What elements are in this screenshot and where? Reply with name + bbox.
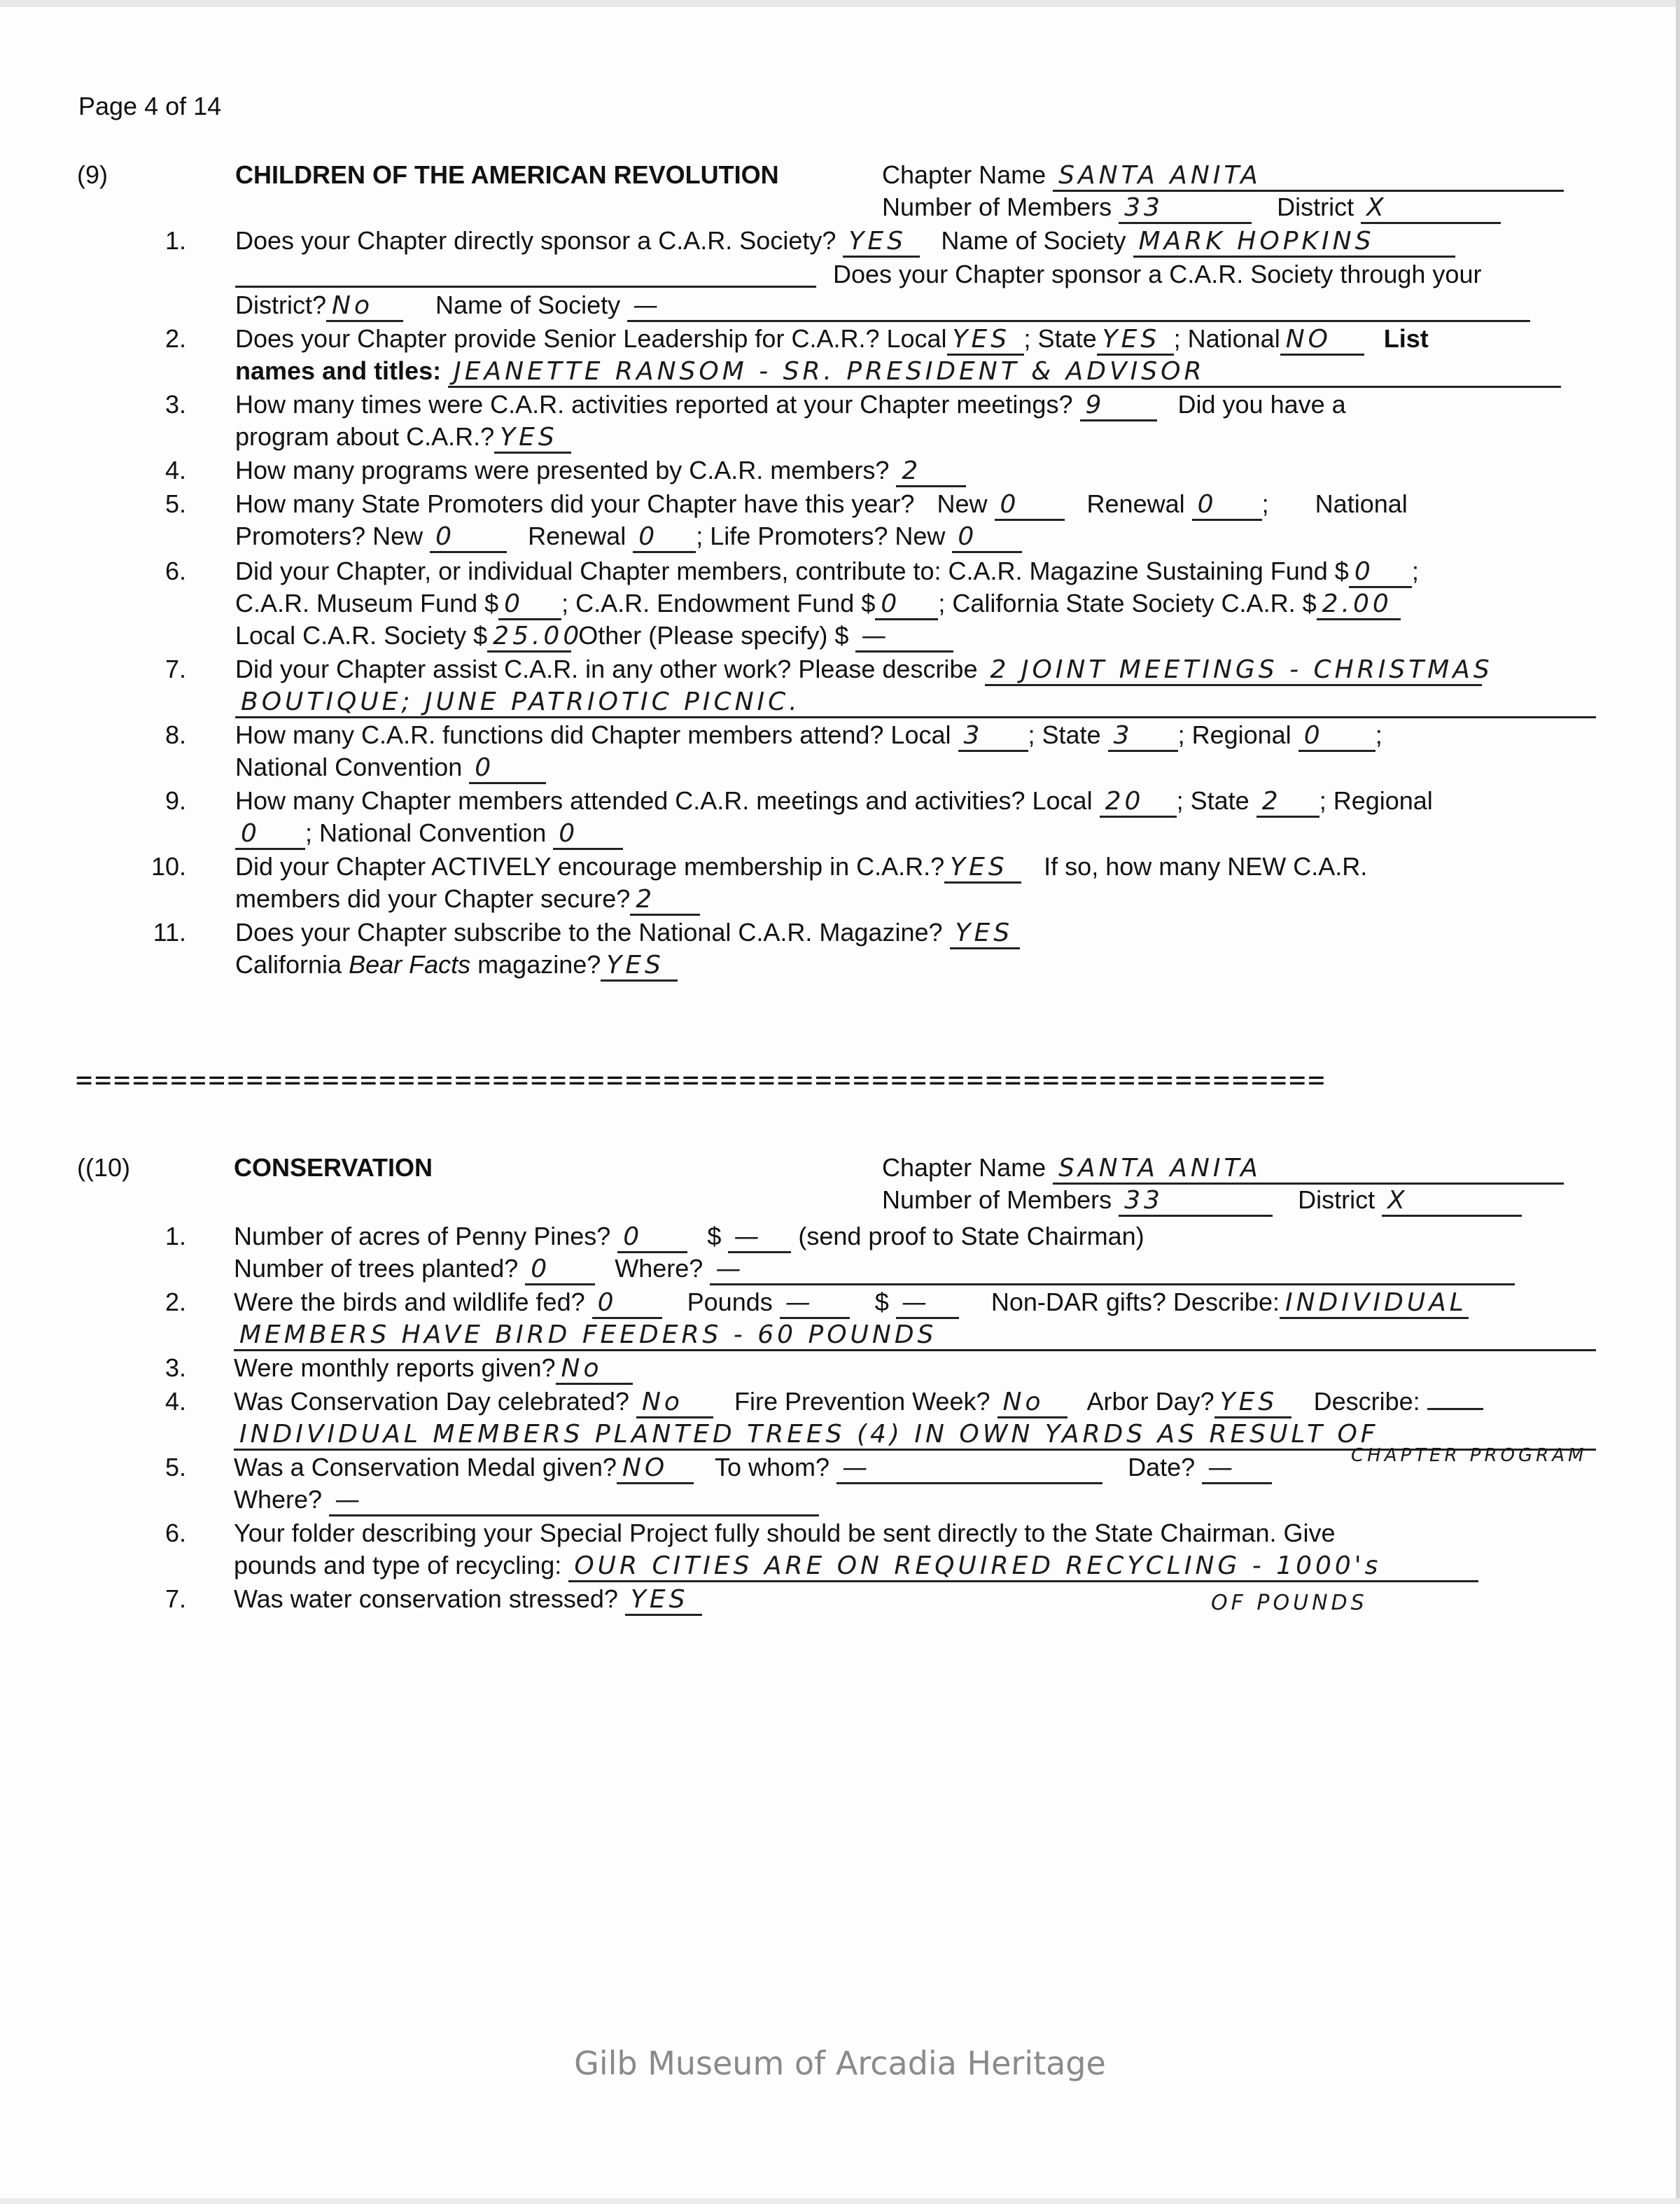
car-q5-promoters-new-label: Promoters? New [235,522,424,550]
con-q2-dollar-label: $ [874,1288,889,1316]
con-q2-fed-label: Were the birds and wildlife fed? [234,1288,585,1316]
con-q4-arbor-day-label: Arbor Day? [1086,1387,1214,1416]
car-q2-list-label: List [1383,324,1429,353]
car-q9-regional-field: 0 [235,820,305,850]
section-divider: ================================================================== [76,1064,1327,1096]
car-q8-line1 [235,720,1382,752]
con-q7-question: Was water conservation stressed? [234,1584,618,1613]
con-q5-medal-field: NO [617,1454,694,1484]
car-q6-endowment-label: ; C.A.R. Endowment Fund $ [561,589,876,618]
con-q4-fire-prevention-field: No [997,1388,1068,1418]
car-q11-line1 [235,917,1020,949]
con-members-field: 33 [1119,1187,1273,1217]
car-q5-new-label: New [937,489,988,518]
car-q9-state-field: 2 [1256,788,1320,818]
con-q4-arbor-day-field: YES [1214,1388,1292,1418]
con-q7-line [234,1584,702,1616]
car-q11-national-magazine-field: YES [950,919,1020,949]
con-q4-describe-blank [1427,1408,1483,1410]
museum-watermark: Gilb Museum of Arcadia Heritage [574,2044,1106,2082]
con-section-title: CONSERVATION [234,1153,433,1182]
con-members-row [882,1185,1522,1217]
car-q8-national-label: National Convention [235,753,463,781]
con-q4-describe-label: Describe: [1313,1387,1420,1416]
con-q1-where-label: Where? [615,1254,704,1283]
car-q3-number: 3. [164,390,186,419]
car-q3-program-label: program about C.A.R.? [235,422,495,451]
car-q7-field-2: BOUTIQUE; JUNE PATRIOTIC PICNIC. [235,688,1596,718]
car-q1-district-field: No [326,292,403,322]
car-q3-program-question: Did you have a [1177,390,1346,419]
car-q6-magazine-fund-field: 0 [1349,558,1412,588]
car-q5-new-field: 0 [995,491,1065,521]
scan-edge-bottom [0,2198,1680,2204]
con-q1-acres-label: Number of acres of Penny Pines? [234,1222,611,1250]
car-q3-line2 [235,421,571,454]
car-q8-regional-field: 0 [1298,722,1376,752]
car-q5-promoters-renewal-label: Renewal [528,522,626,550]
car-members-field: 33 [1119,194,1252,224]
car-q11-question: Does your Chapter subscribe to the National C.A.R. Magazine? [235,918,943,947]
con-q2-dollar-field: — [896,1289,959,1319]
car-q2-number: 2. [164,324,186,353]
con-q7-number: 7. [164,1584,186,1613]
con-q1-line1 [234,1221,1144,1253]
car-q1-sponsor-question: Does your Chapter directly sponsor a C.A.R. Society? [235,226,836,255]
con-q6-recycling-field: OUR CITIES ARE ON REQUIRED RECYCLING - 1000's [568,1552,1478,1582]
car-q7-field-1: 2 JOINT MEETINGS - CHRISTMAS [985,656,1482,686]
car-q6-state-society-label: ; California State Society C.A.R. $ [938,589,1317,618]
car-q5-life-label: ; Life Promoters? New [696,522,946,550]
car-q6-line3 [235,620,953,653]
con-q1-line2 [234,1253,1515,1285]
con-district-label: District [1298,1185,1376,1214]
con-q2-pounds-field: — [780,1289,850,1319]
con-q6-number: 6. [164,1519,186,1547]
con-q3-field: No [556,1355,633,1385]
car-q8-line2 [235,752,546,784]
con-q5-where-label: Where? [234,1485,323,1514]
con-q2-gifts-label: Non-DAR gifts? Describe: [990,1288,1280,1316]
car-q9-regional-label: ; Regional [1319,786,1433,815]
car-q5-question: How many State Promoters did your Chapter have this year? [235,489,915,518]
car-q2-question: Does your Chapter provide Senior Leadership for C.A.R.? Local [235,324,947,353]
car-q6-museum-field: 0 [498,590,561,620]
car-q2-line1 [235,323,1429,356]
car-q2-line2 [235,356,1561,388]
car-q11-california-label: California [235,950,342,979]
con-chapter-name-row [882,1152,1564,1185]
car-district-field: X [1361,194,1501,224]
car-q5-line1 [235,489,1408,521]
car-q11-bear-facts-field: YES [601,951,678,982]
car-q11-bear-facts-label: Bear Facts [349,950,471,979]
car-q10-line2 [235,884,700,916]
car-q2-state-label: ; State [1023,324,1097,353]
con-section-number: ((10) [77,1153,131,1182]
car-q5-national-renewal-field: 0 [633,523,696,553]
car-q6-museum-label: C.A.R. Museum Fund $ [235,589,499,618]
car-q8-number: 8. [164,720,186,749]
con-q5-where-field: — [329,1486,819,1516]
car-q1-district-question: Does your Chapter sponsor a C.A.R. Society through your [833,260,1482,288]
car-q4-line [235,455,966,487]
car-q5-national-new-field: 0 [430,523,507,553]
car-q2-national-label: ; National [1173,324,1280,353]
con-q1-trees-label: Number of trees planted? [234,1254,519,1283]
car-q4-question: How many programs were presented by C.A.R. members? [235,456,890,484]
car-q2-names-label: names and titles: [235,356,442,385]
scan-edge-right [1676,0,1680,2204]
car-q4-field: 2 [896,457,966,487]
car-q2-national-field: NO [1280,326,1364,356]
car-q8-national-field: 0 [469,754,546,784]
car-q6-other-label: Other (Please specify) $ [578,621,849,650]
car-q6-local-society-field: 25.00 [487,622,571,653]
con-q4-describe-field: INDIVIDUAL MEMBERS PLANTED TREES (4) IN OWN YARDS AS RESULT OF [234,1421,1596,1451]
car-q6-other-field: — [855,622,953,653]
con-q3-line [234,1353,633,1385]
car-q3-times-field: 9 [1080,391,1157,421]
car-q10-new-members-question: If so, how many NEW C.A.R. [1044,852,1368,881]
car-members-label: Number of Members [882,193,1112,221]
page-label: Page 4 of 14 [78,92,222,120]
car-q10-question: Did your Chapter ACTIVELY encourage membership in C.A.R.? [235,852,945,881]
car-q7-line1 [235,654,1493,686]
car-section-number: (9) [77,160,108,189]
car-q3-line1 [235,389,1346,421]
con-q6-recycling-label: pounds and type of recycling: [234,1551,562,1579]
con-q5-to-whom-field: — [836,1454,1102,1484]
con-q6-line2 [234,1550,1478,1582]
car-q11-line2 [235,949,678,982]
car-q1-line1 [235,225,1455,258]
con-q5-date-label: Date? [1128,1453,1196,1481]
car-q5-semicolon: ; [1261,489,1269,518]
con-q1-number: 1. [164,1222,186,1250]
car-q11-number: 11. [153,918,186,947]
car-q5-number: 5. [164,489,186,518]
con-q5-line2 [234,1484,819,1516]
car-district-label: District [1277,193,1354,221]
car-q9-state-label: ; State [1176,786,1250,815]
car-q6-number: 6. [164,557,186,585]
con-q6-line1: Your folder describing your Special Project fully should be sent directly to the State Chairman. Give [234,1519,1336,1547]
car-q1-sponsor-field: YES [843,228,920,258]
car-q10-number: 10. [150,852,186,881]
con-q5-medal-label: Was a Conservation Medal given? [234,1453,617,1481]
car-section-title: CHILDREN OF THE AMERICAN REVOLUTION [235,160,779,189]
car-q6-question: Did your Chapter, or individual Chapter members, contribute to: C.A.R. Magazine Sustaining Fund $ [235,557,1349,585]
car-chapter-name-label: Chapter Name [882,160,1046,189]
con-q4-conservation-day-label: Was Conservation Day celebrated? [234,1387,629,1416]
car-q9-line1 [235,786,1433,818]
car-q1-blank-line [235,286,816,288]
car-q10-secure-label: members did your Chapter secure? [235,884,631,913]
con-q2-gifts-field: INDIVIDUAL [1280,1289,1469,1319]
car-q9-question: How many Chapter members attended C.A.R. meetings and activities? Local [235,786,1093,815]
con-q1-acres-field: 0 [617,1223,687,1253]
con-q2-gifts-field-2: MEMBERS HAVE BIRD FEEDERS - 60 POUNDS [234,1321,1596,1351]
car-q6-semicolon: ; [1411,557,1419,585]
con-q1-dollar-field: — [728,1223,791,1253]
scan-edge-top [0,0,1680,7]
car-q5-national-label: National [1315,489,1408,518]
car-q2-local-field: YES [947,326,1024,356]
car-q8-state-label: ; State [1028,720,1101,749]
car-chapter-name-row [882,160,1564,192]
car-q8-state-field: 3 [1108,722,1178,752]
car-q7-number: 7. [164,655,186,683]
con-chapter-name-label: Chapter Name [882,1153,1046,1182]
con-q1-trees-field: 0 [525,1255,595,1285]
car-q11-magazine-label: magazine? [477,950,601,979]
car-q10-field: YES [944,853,1021,884]
car-q8-semicolon: ; [1375,720,1382,749]
car-q5-life-new-field: 0 [952,523,1022,553]
car-q3-program-field: YES [494,424,571,454]
car-q1-society-field: MARK HOPKINS [1133,228,1455,258]
con-q6-recycling-continuation: OF POUNDS [1211,1591,1368,1615]
car-q5-line2 [235,521,1022,553]
con-q2-fed-field: 0 [592,1289,662,1319]
car-q6-local-society-label: Local C.A.R. Society $ [235,621,488,650]
car-q10-secure-field: 2 [630,886,700,916]
con-q1-dollar-label: $ [707,1222,722,1250]
con-members-label: Number of Members [882,1185,1112,1214]
con-q2-pounds-label: Pounds [687,1288,773,1316]
con-q5-date-field: — [1202,1454,1272,1484]
car-q9-national-field: 0 [553,820,623,850]
car-q1-society-label: Name of Society [941,226,1126,255]
car-q9-line2 [235,818,623,850]
car-q1-district-society-field: — [627,292,1530,322]
con-q2-number: 2. [164,1288,186,1316]
car-q5-renewal-field: 0 [1192,491,1262,521]
con-q4-number: 4. [164,1387,186,1416]
car-q3-question: How many times were C.A.R. activities reported at your Chapter meetings? [235,390,1073,419]
con-q1-proof-note: (send proof to State Chairman) [798,1222,1144,1250]
con-q5-number: 5. [164,1453,186,1481]
car-q6-state-society-field: 2.00 [1317,590,1401,620]
con-q4-line1 [234,1386,1483,1418]
car-q1-district-label: District? [235,291,327,319]
con-q4-conservation-day-field: No [636,1388,713,1418]
con-q7-field: YES [625,1586,702,1616]
con-q2-line1 [234,1287,1469,1319]
car-q2-state-field: YES [1097,326,1174,356]
con-q5-to-whom-label: To whom? [714,1453,830,1481]
car-q1-number: 1. [164,226,186,255]
con-q1-where-field: — [710,1255,1515,1285]
car-q7-line2 [235,686,1596,718]
con-q2-line2 [234,1319,1596,1351]
car-q8-question: How many C.A.R. functions did Chapter members attend? Local [235,720,951,749]
car-q5-renewal-label: Renewal [1086,489,1185,518]
car-q6-line2 [235,588,1401,620]
con-q3-question: Were monthly reports given? [234,1353,556,1382]
car-q8-regional-label: ; Regional [1177,720,1292,749]
con-district-field: X [1382,1187,1522,1217]
car-q10-line1 [235,851,1367,884]
car-q2-names-field: JEANETTE RANSOM - SR. PRESIDENT & ADVISOR [448,358,1561,388]
car-q6-line1 [235,556,1419,588]
car-q7-question: Did your Chapter assist C.A.R. in any other work? Please describe [235,655,978,683]
car-members-row [882,192,1501,224]
con-q4-describe-continuation: CHAPTER PROGRAM [1351,1445,1588,1466]
car-q8-local-field: 3 [958,722,1028,752]
con-q3-number: 3. [164,1353,186,1382]
car-q4-number: 4. [164,456,186,484]
car-q9-number: 9. [164,786,186,815]
car-chapter-name-field: SANTA ANITA [1053,162,1564,192]
car-q9-national-label: ; National Convention [305,818,547,847]
car-q1-line3 [235,290,1530,322]
con-q5-line1 [234,1452,1272,1484]
con-q4-fire-prevention-label: Fire Prevention Week? [734,1387,990,1416]
con-chapter-name-field: SANTA ANITA [1053,1155,1564,1185]
car-q9-local-field: 20 [1100,788,1177,818]
car-q1-district-society-label: Name of Society [435,291,621,319]
car-q6-endowment-field: 0 [875,590,938,620]
